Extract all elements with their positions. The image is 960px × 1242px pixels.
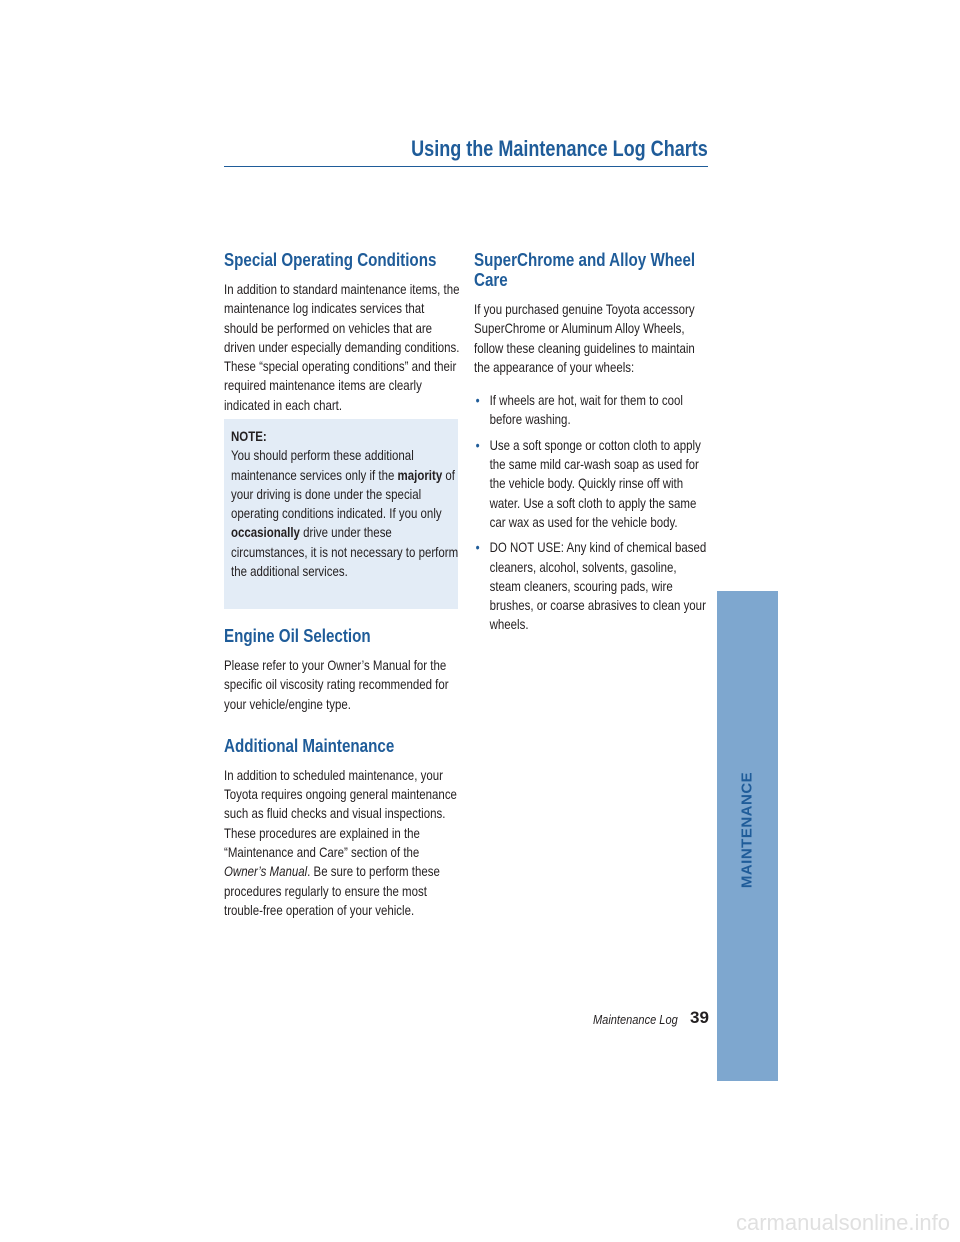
- list-item: [474, 391, 710, 430]
- left-column-content: [224, 250, 460, 415]
- right-column-content: [474, 250, 710, 635]
- note-text: [231, 446, 464, 581]
- wheel-care-list: [474, 391, 710, 635]
- left-column-lower: [224, 626, 460, 934]
- note-content: [231, 427, 463, 581]
- list-item: [474, 538, 710, 634]
- note-bold-majority: majority: [397, 466, 443, 483]
- section-tab-label: MAINTENANCE: [738, 771, 756, 889]
- left-column: [224, 250, 460, 429]
- additional-maintenance-heading: Additional Maintenance: [224, 734, 395, 756]
- engine-oil-body: Please refer to your Owner’s Manual for the specific oil viscosity rating recommended for your vehicle/engine type.: [224, 657, 449, 712]
- special-conditions-body: In addition to standard maintenance items, the maintenance log indicates services that should be performed on vehicles that are driven under especially demanding conditions. These “special operating conditions” and their required maintenance items are clearly indicated in each chart.: [224, 281, 460, 413]
- note-bold-occasionally: occasionally: [231, 524, 300, 541]
- additional-body-part-1: In addition to scheduled maintenance, your Toyota requires ongoing general maintenance such as fluid checks and visual inspections. These procedures are explained in the “Maintenance and Care” section of the: [224, 766, 457, 861]
- bullet-icon: •: [475, 436, 480, 453]
- page-title: Using the Maintenance Log Charts: [411, 136, 708, 161]
- list-item-text: DO NOT USE: Any kind of chemical based cleaners, alcohol, solvents, gasoline, steam cleaners, scouring pads, wire brushes, or coarse abrasives to clean your wheels.: [489, 539, 707, 633]
- left-column-lower-content: [224, 626, 460, 920]
- owners-manual-italic: Owner’s Manual: [224, 863, 308, 880]
- bullet-icon: •: [475, 539, 480, 556]
- footer-section-label: Maintenance Log: [593, 1012, 678, 1027]
- special-conditions-heading: Special Operating Conditions: [224, 249, 437, 270]
- list-item: [474, 436, 710, 532]
- wheel-care-intro: If you purchased genuine Toyota accessory SuperChrome or Aluminum Alloy Wheels, follow these cleaning guidelines to maintain the appearance of your wheels:: [474, 301, 695, 375]
- note-content-inner: [231, 427, 464, 581]
- wheel-care-heading: SuperChrome and Alloy Wheel Care: [474, 249, 696, 290]
- watermark: carmanualsonline.info: [735, 1210, 950, 1235]
- engine-oil-heading: Engine Oil Selection: [224, 625, 371, 646]
- right-column: [474, 250, 710, 641]
- bullet-icon: •: [475, 392, 480, 409]
- note-label: NOTE:: [231, 428, 267, 444]
- list-item-text: Use a soft sponge or cotton cloth to apply the same mild car-wash soap as used for the vehicle body. Quickly rinse off with water. Use a soft cloth to apply the same car wax as used for the vehicle body.: [489, 436, 701, 530]
- page-number: 39: [690, 1008, 709, 1027]
- note-text-part-2: of your driving is done under the special operating conditions indicated. If you only: [231, 466, 455, 522]
- additional-maintenance-body: [224, 766, 460, 920]
- note-text-part-3: drive under these circumstances, it is not necessary to perform the additional services.: [231, 524, 459, 580]
- title-rule: [224, 166, 708, 167]
- additional-body-part-2: . Be sure to perform these procedures regularly to ensure the most trouble-free operation of your vehicle.: [224, 863, 440, 918]
- list-item-text: If wheels are hot, wait for them to cool before washing.: [489, 392, 683, 428]
- note-text-part-1: You should perform these additional maintenance services only if the: [231, 447, 414, 483]
